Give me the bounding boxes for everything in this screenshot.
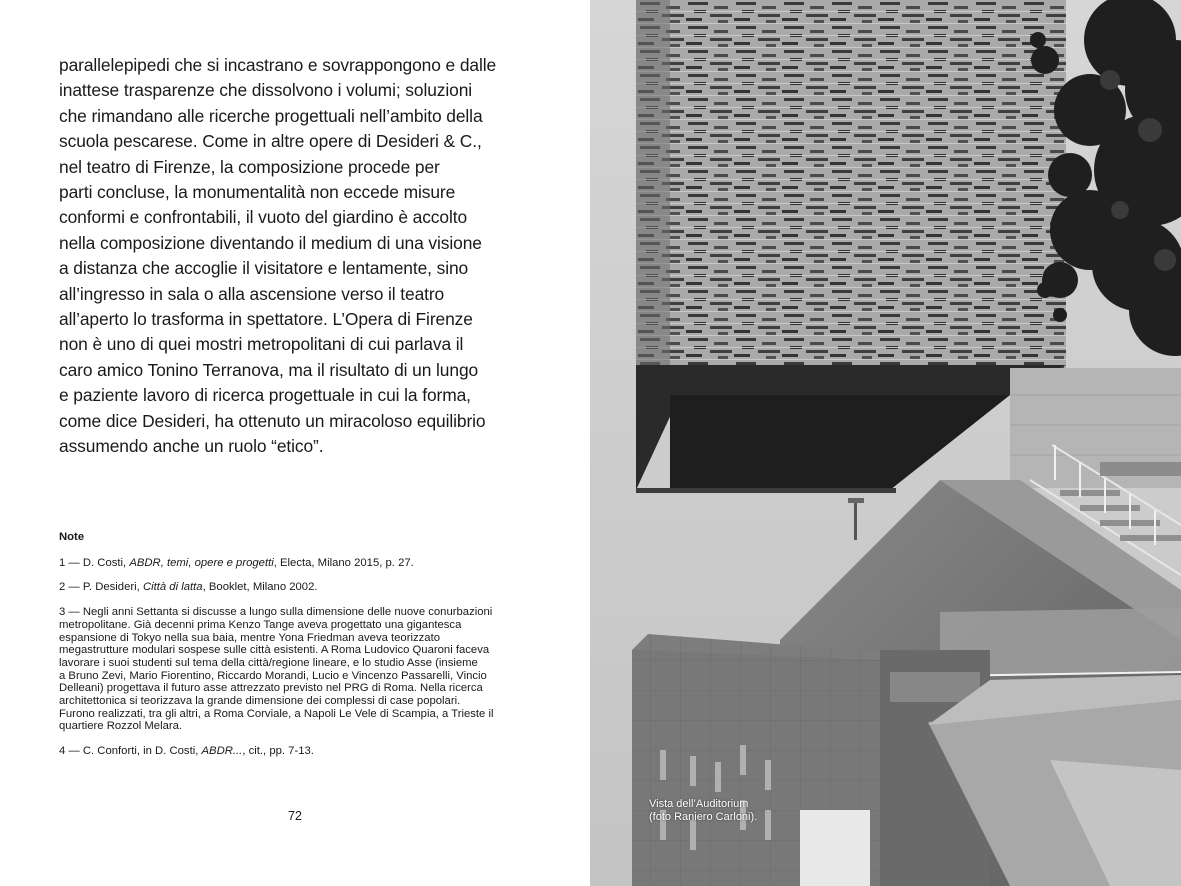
note-3-line: 3 — Negli anni Settanta si discusse a lungo sulla dimensione delle nuove conurbazioni bbox=[59, 606, 493, 619]
body-line: parti concluse, la monumentalità non eccede misure bbox=[59, 182, 456, 203]
note-3-line: architettonica si teorizzava la grande dimensione dei complessi di case popolari. bbox=[59, 695, 461, 708]
body-line: conformi e confrontabili, il vuoto del giardino è accolto bbox=[59, 207, 468, 228]
note-1-text: 1 — D. Costi, bbox=[59, 556, 130, 569]
photo-caption bbox=[649, 798, 757, 824]
note-2 bbox=[59, 581, 539, 594]
caption-line: Vista dell’Auditorium bbox=[649, 798, 749, 810]
body-line: all’ingresso in sala o alla ascensione verso il teatro bbox=[59, 283, 445, 304]
body-line: inattese trasparenze che dissolvono i volumi; soluzioni bbox=[59, 80, 473, 101]
note-3-line: metropolitane. Già decenni prima Kenzo Tange aveva progettato una gigantesca bbox=[59, 618, 462, 631]
note-1 bbox=[59, 557, 539, 570]
note-3-line: espansione di Tokyo nella sua baia, mentre Yona Friedman aveva teorizzato bbox=[59, 631, 440, 644]
body-paragraph bbox=[59, 53, 539, 460]
body-line: nella composizione diventando il medium di una visione bbox=[59, 232, 482, 253]
note-4-text: 4 — C. Conforti, in D. Costi, bbox=[59, 745, 202, 758]
body-line: e paziente lavoro di ricerca progettuale in cui la forma, bbox=[59, 385, 471, 406]
note-3-line: lavorare i suoi studenti sul tema della città/regione lineare, e lo studio Asse (insieme bbox=[59, 656, 478, 669]
notes-heading: Note bbox=[59, 531, 85, 543]
note-2-rest: , Booklet, Milano 2002. bbox=[202, 581, 318, 594]
note-3-line: Delleani) progettava il futuro asse attrezzato previsto nel PRG di Roma. Nella ricerca bbox=[59, 682, 483, 695]
notes-section bbox=[59, 531, 539, 770]
note-3-line: Furono realizzati, tra gli altri, a Roma Corviale, a Napoli Le Vele di Scampia, a Trieste il bbox=[59, 707, 494, 720]
caption-line: (foto Raniero Carloni). bbox=[649, 811, 758, 823]
body-line: non è uno di quei mostri metropolitani di cui parlava il bbox=[59, 334, 464, 355]
body-line: che rimandano alle ricerche progettuali nell’ambito della bbox=[59, 105, 483, 126]
note-2-text: 2 — P. Desideri, bbox=[59, 581, 143, 594]
note-3 bbox=[59, 606, 539, 733]
body-line: a distanza che accoglie il visitatore e lentamente, sino bbox=[59, 258, 469, 279]
body-line: all’aperto lo trasforma in spettatore. L’Opera di Firenze bbox=[59, 309, 473, 330]
auditorium-photo bbox=[590, 0, 1181, 886]
body-line: nel teatro di Firenze, la composizione procede per bbox=[59, 156, 440, 177]
note-1-rest: , Electa, Milano 2015, p. 27. bbox=[273, 556, 414, 569]
body-line: parallelepipedi che si incastrano e sovrappongono e dalle bbox=[59, 55, 497, 75]
note-4 bbox=[59, 745, 539, 758]
note-1-title: ABDR, temi, opere e progetti bbox=[129, 556, 274, 569]
body-line: scuola pescarese. Come in altre opere di Desideri & C., bbox=[59, 131, 482, 152]
auditorium-photo-graphic bbox=[590, 0, 1181, 886]
body-line: come dice Desideri, ha ottenuto un miracoloso equilibrio bbox=[59, 410, 486, 431]
note-2-title: Città di latta bbox=[142, 581, 203, 594]
body-line: assumendo anche un ruolo “etico”. bbox=[59, 436, 324, 457]
note-3-line: quartiere Rozzol Melara. bbox=[59, 720, 183, 733]
body-line: caro amico Tonino Terranova, ma il risultato di un lungo bbox=[59, 359, 479, 380]
note-4-rest: , cit., pp. 7-13. bbox=[242, 745, 314, 758]
note-3-line: a Bruno Zevi, Mario Fiorentino, Riccardo Morandi, Lucio e Vincenzo Passarelli, Vincio bbox=[59, 669, 487, 682]
left-page bbox=[0, 0, 590, 886]
page-number: 72 bbox=[288, 809, 302, 823]
note-3-line: megastrutture modulari sospese sulle città esistenti. A Roma Ludovico Quaroni faceva bbox=[59, 644, 490, 657]
note-4-title: ABDR... bbox=[201, 745, 243, 758]
